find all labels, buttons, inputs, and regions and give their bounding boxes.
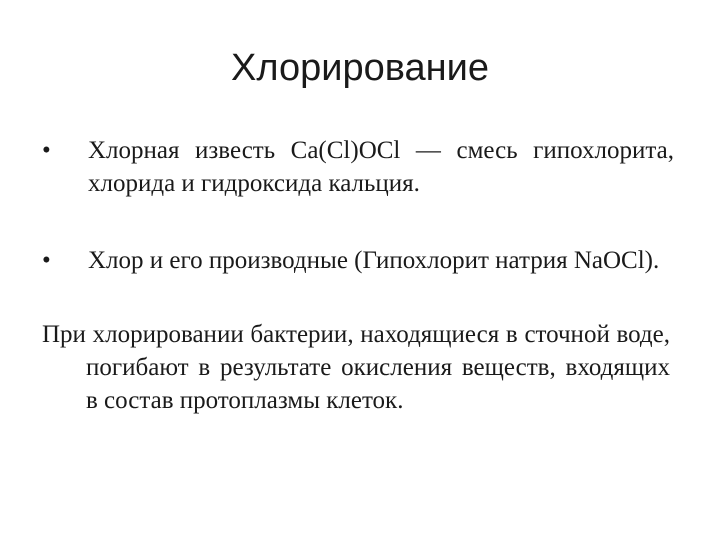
bullet-item-bleaching-powder	[42, 134, 674, 244]
bullet-text: Хлорная известь Са(Сl)OCl — смесь гипохлорита, хлорида и гидроксида кальция.	[88, 137, 674, 197]
slide-title: Хлорирование	[231, 47, 489, 89]
bullet-marker: •	[42, 247, 51, 274]
body-paragraph: При хлорировании бактерии, находящиеся в сточной воде, погибают в результате окисления веществ, входящих в состав протоплазмы клеток.	[42, 321, 670, 414]
bullet-marker: •	[42, 137, 51, 164]
bullet-item-chlorine-derivatives	[42, 244, 674, 314]
bullet-text: Хлор и его производные (Гипохлорит натрия NaOCl).	[88, 247, 660, 274]
